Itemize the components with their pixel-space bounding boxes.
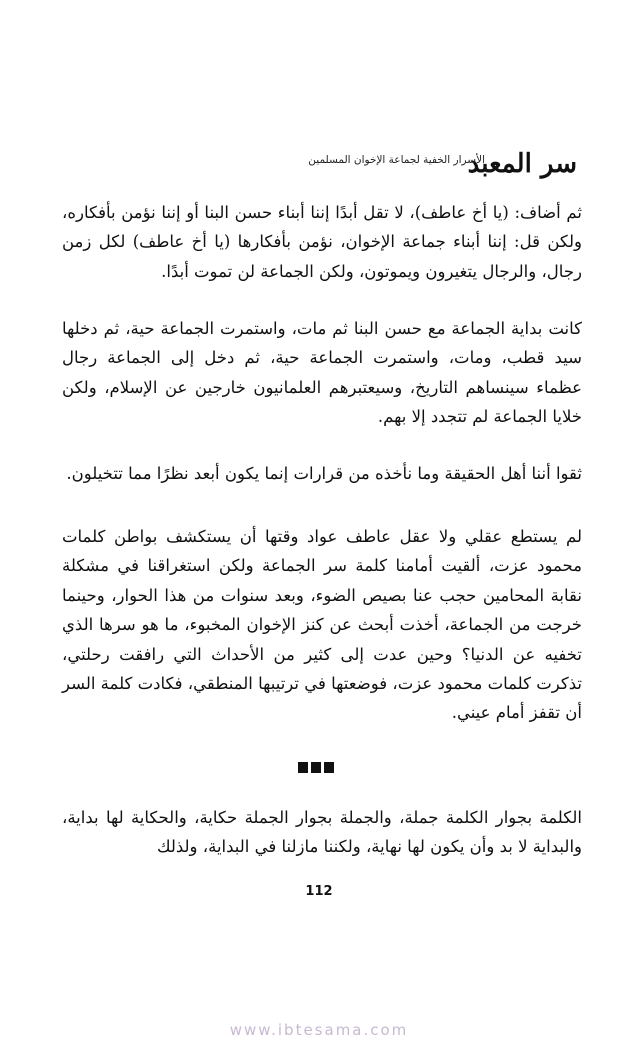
book-logo-text: سر المعبد [467, 149, 577, 179]
separator-square [298, 762, 308, 773]
book-title: الأسرار الخفية لجماعة الإخوان المسلمين [308, 154, 485, 166]
watermark: www.ibtesama.com [229, 1021, 409, 1039]
paragraph: ثم أضاف: (يا أخ عاطف)، لا تقل أبدًا إننا أبناء حسن البنا أو إننا نؤمن بأفكاره، ولكن قل: إننا أبناء جماعة الإخوان، نؤمن بأفكارها (يا أخ عاطف) لكل زمن رجال، والرجال يتغيرون ويموتون، ولكن الجماعة لن تموت أبدًا. [62, 203, 582, 281]
separator-square [311, 762, 321, 773]
running-header [60, 132, 581, 190]
section-separator [298, 762, 334, 773]
separator-square [324, 762, 334, 773]
paragraph: لم يستطع عقلي ولا عقل عاطف عواد وقتها أن يستكشف بواطن كلمات محمود عزت، ألقيت أمامنا كلمة سر الجماعة ولكن استغراقنا في مشكلة نقابة المحامين حجب عنا بصيص الضوء، وبعد سنوات من هذا الحوار، وحينما خرجت من الجماعة، أخذت أبحث عن كنز الإخوان المخبوء، ما هو سرها الذي تخفيه عن الدنيا؟ وحين عدت إلى كثير من الأحداث التي رافقت رحلتي، تذكرت كلمات محمود عزت، فوضعتها في ترتيبها المنطقي، فكادت كلمة السر أن تقفز أمام عيني. [62, 527, 582, 723]
paragraph: ثقوا أننا أهل الحقيقة وما نأخذه من قرارات إنما يكون أبعد نظرًا مما تتخيلون. [66, 464, 582, 483]
paragraph: الكلمة بجوار الكلمة جملة، والجملة بجوار الجملة حكاية، والحكاية لها بداية، والبداية لا بد وأن يكون لها نهاية، ولكننا مازلنا في البداية، ولذلك [62, 808, 582, 857]
page-number: 112 [305, 884, 333, 899]
book-logo [467, 132, 581, 188]
paragraph: كانت بداية الجماعة مع حسن البنا ثم مات، واستمرت الجماعة حية، ثم دخلها سيد قطب، ومات، واستمرت الجماعة حية، ثم دخل إلى الجماعة رجال عظماء سينساهم التاريخ، وسيعتبرهم العلمانيون خارجين عن الإسلام، ولكن خلايا الجماعة لم تتجدد إلا بهم. [62, 319, 582, 427]
book-logo-graphic [467, 132, 581, 188]
